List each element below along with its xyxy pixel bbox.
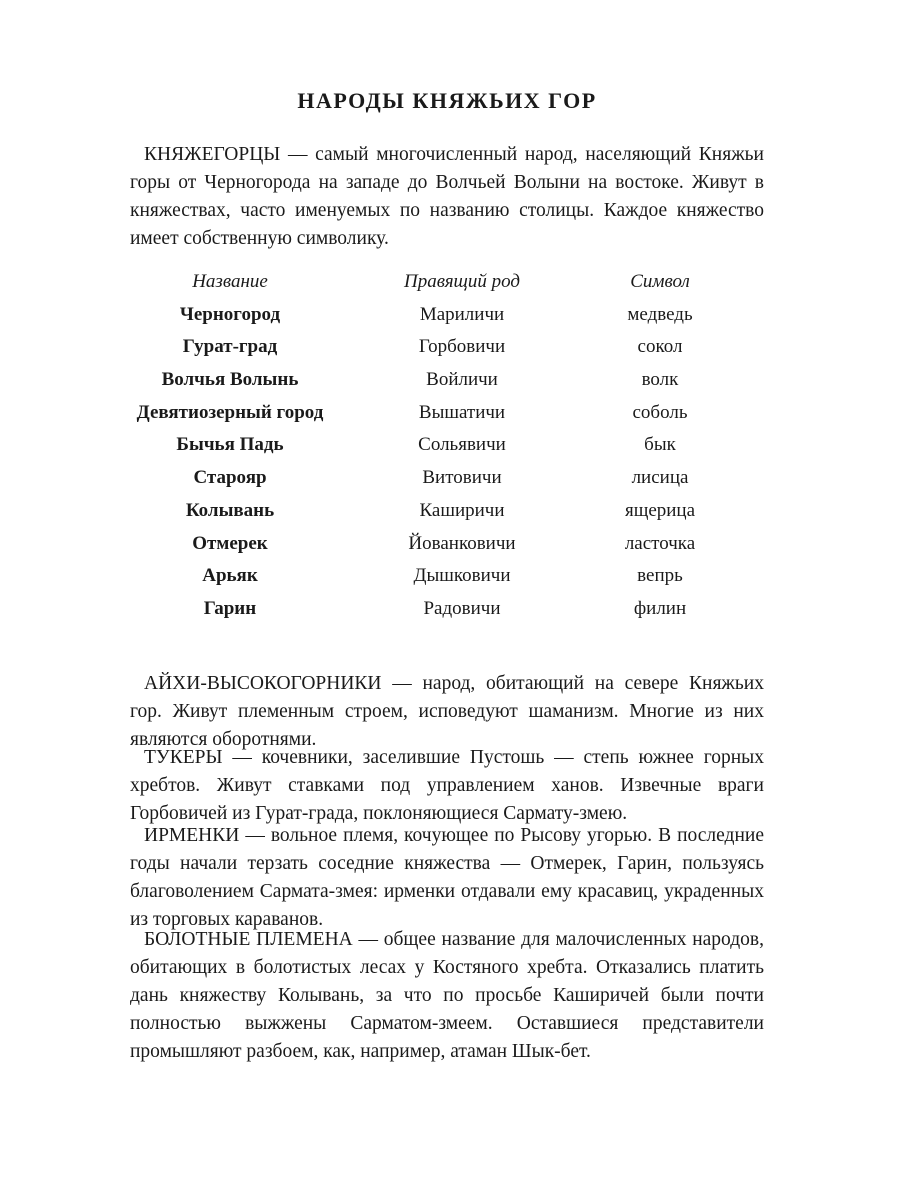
swamp-tribes-paragraph: БОЛОТНЫЕ ПЛЕМЕНА — общее название для малочисленных народов, обитающих в болотистых лесах у Костяного хребта. Отказались платить дань княжеству Колывань, за что по просьбе Каширичей были почти полностью выжжены Сарматом-змеем. Оставшиеся представители промышляют разбоем, как, например, атаман Шык-бет. (130, 929, 764, 1062)
ruling-house: Войличи (426, 369, 498, 391)
table-row (130, 560, 764, 593)
principalities-table (130, 266, 764, 626)
ruling-house: Мариличи (419, 303, 505, 325)
symbol: вепрь (637, 565, 683, 587)
symbol: лисица (631, 467, 689, 489)
column-header-symbol: Символ (630, 271, 690, 292)
column-header-name: Название (192, 271, 268, 292)
irmenki-paragraph: ИРМЕНКИ — вольное племя, кочующее по Рысову угорью. В последние годы начали терзать соседние княжества — Отмерек, Гарин, пользуясь благоволением Сармата-змея: ирменки отдавали ему красавиц, украденных из торговых караванов. (130, 825, 764, 930)
ayhi-paragraph: АЙХИ-ВЫСОКОГОРНИКИ — народ, обитающий на севере Княжьих гор. Живут племенным строем, исповедуют шаманизм. Многие из них являются оборотнями. (130, 673, 764, 750)
table-row (130, 462, 764, 495)
table-row (130, 593, 764, 626)
ruling-house: Каширичи (419, 499, 505, 521)
table-row (130, 528, 764, 561)
table-row (130, 495, 764, 528)
principality-name: Гарин (203, 597, 257, 619)
ruling-house: Радовичи (423, 597, 501, 619)
symbol: бык (644, 434, 676, 456)
symbol: соболь (632, 401, 688, 423)
ruling-house: Йованковичи (408, 532, 516, 554)
intro-paragraph: КНЯЖЕГОРЦЫ — самый многочисленный народ, населяющий Княжьи горы от Черногорода на западе до Волчьей Волыни на востоке. Живут в княжествах, часто именуемых по названию столицы. Каждое княжество имеет собственную символику. (130, 144, 764, 249)
table-row (130, 299, 764, 332)
principality-name: Отмерек (192, 532, 268, 554)
ruling-house: Сольявичи (418, 434, 506, 456)
symbol: сокол (637, 336, 683, 358)
ruling-house: Горбовичи (418, 336, 506, 358)
principality-name: Бычья Падь (176, 434, 284, 456)
principality-name: Волчья Волынь (161, 369, 299, 391)
principality-name: Колывань (185, 499, 275, 521)
principality-name: Девятиозерный город (136, 401, 324, 423)
table-row (130, 364, 764, 397)
principality-name: Старояр (193, 467, 267, 489)
ruling-house: Витовичи (422, 467, 502, 489)
ruling-house: Вышатичи (418, 401, 506, 423)
principality-name: Черногород (179, 303, 281, 325)
symbol: филин (633, 597, 687, 619)
symbol: медведь (627, 303, 693, 325)
table-row (130, 429, 764, 462)
symbol: ящерица (624, 499, 696, 521)
symbol: волк (641, 369, 679, 391)
table-row (130, 331, 764, 364)
tukery-paragraph: ТУКЕРЫ — кочевники, заселившие Пустошь — степь южнее горных хребтов. Живут ставками под управлением ханов. Извечные враги Горбовичей из Гурат-града, поклоняющиеся Сармату-змею. (130, 747, 764, 824)
table-row (130, 397, 764, 430)
symbol: ласточка (624, 532, 696, 554)
principality-name: Арьяк (202, 565, 258, 587)
table-header-row (130, 266, 764, 299)
page-title: НАРОДЫ КНЯЖЬИХ ГОР (297, 88, 597, 113)
ruling-house: Дышковичи (413, 565, 511, 587)
principality-name: Гурат-град (182, 336, 278, 358)
column-header-ruling-house: Правящий род (403, 271, 520, 292)
